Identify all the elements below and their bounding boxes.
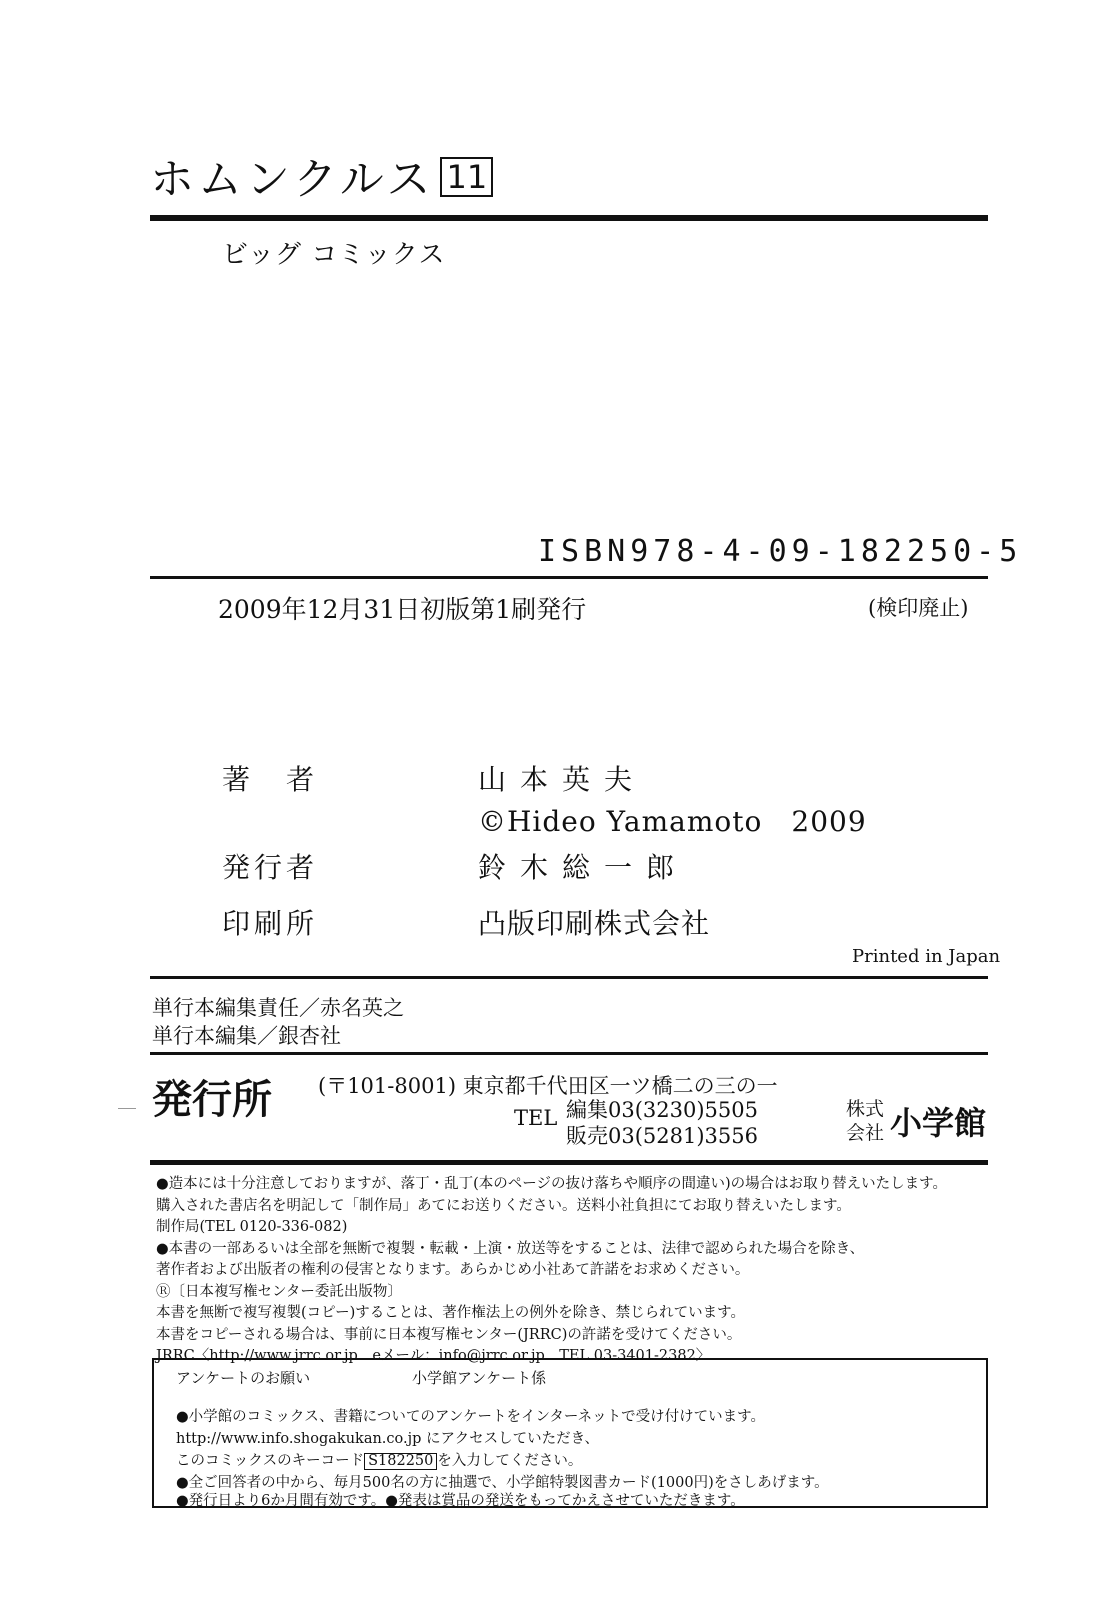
company-logo-text: 小学館 [890,1104,987,1142]
note-line: 著作者および出版者の権利の侵害となります。あらかじめ小社あて許諾をお求めください。 [156,1262,750,1278]
publisher-rule [150,1160,988,1165]
survey-title: アンケートのお願い [176,1369,311,1387]
credits-rule [150,976,988,979]
book-title [150,152,493,208]
publisher-person-name: 鈴木総一郎 [478,851,689,884]
survey-line: ●全ご回答者の中から、毎月500名の方に抽選で、小学館特製図書カード(1000円)をさしあげます。 [176,1475,829,1491]
title-rule [150,215,988,221]
survey-url: http://www.info.shogakukan.co.jp にアクセスしていただき、 [176,1431,599,1447]
survey-dept: 小学館アンケート係 [412,1369,547,1387]
printed-in: Printed in Japan [852,946,1001,967]
publishing-office-label: 発行所 [152,1077,272,1123]
note-line: 本書を無断で複写複製(コピー)することは、著作権法上の例外を除き、禁じられています。 [156,1305,745,1321]
note-line: 本書をコピーされる場合は、事前に日本複写権センター(JRRC)の許諾を受けてください。 [156,1327,742,1343]
publisher-person-label: 発行者 [222,851,319,884]
printer-label: 印刷所 [222,907,319,940]
kabushiki-bottom: 会社 [846,1122,885,1144]
author-name: 山本英夫 [478,763,647,796]
copyright: ©Hideo Yamamoto 2009 [478,805,867,838]
first-edition-date: 2009年12月31日初版第1刷発行 [218,595,587,624]
title-text: ホムンクルス [150,154,435,205]
survey-keycode-line [176,1449,582,1470]
keycode-prefix: このコミックスのキーコード [176,1453,365,1469]
keycode-box: S182250 [364,1453,437,1470]
series-name: ビッグ コミックス [222,240,446,270]
stamp-note: (検印廃止) [868,596,969,620]
keycode-suffix: を入力してください。 [437,1453,583,1469]
tel-sales: 販売03(5281)3556 [566,1124,758,1148]
editorial-rule [150,1052,988,1055]
printer-name: 凸版印刷株式会社 [478,907,711,940]
note-line: JRRC〈http://www.jrrc.or.jp eメール：info@jrrc.or.jp TEL 03-3401-2382〉 [156,1348,711,1364]
note-line: ●本書の一部あるいは全部を無断で複製・転載・上演・放送等をすることは、法律で認められた場合を除き、 [156,1241,865,1257]
editorial-company: 単行本編集／銀杏社 [152,1024,341,1048]
kabushiki-top: 株式 [846,1098,885,1120]
tel-label: TEL [514,1106,558,1130]
margin-mark [118,1108,136,1109]
note-line: 制作局(TEL 0120-336-082) [156,1219,348,1235]
survey-line: ●発行日より6か月間有効です。●発表は賞品の発送をもってかえさせていただきます。 [176,1493,745,1509]
isbn-rule [150,576,988,579]
survey-line: ●小学館のコミックス、書籍についてのアンケートをインターネットで受け付けています。 [176,1409,766,1425]
editor-in-charge: 単行本編集責任／赤名英之 [152,996,404,1020]
note-line: ●造本には十分注意しておりますが、落丁・乱丁(本のページの抜け落ちや順序の間違い)の場合はお取り替えいたします。 [156,1176,948,1192]
author-label: 著 者 [222,763,319,796]
publisher-address: (〒101-8001) 東京都千代田区一ツ橋二の三の一 [318,1074,778,1098]
note-line: 購入された書店名を明記して「制作局」あてにお送りください。送料小社負担にてお取り替えいたします。 [156,1198,851,1214]
isbn: ISBN978-4-09-182250-5 [538,534,1023,569]
tel-editorial: 編集03(3230)5505 [566,1098,758,1122]
note-line: Ⓡ〔日本複写権センター委託出版物〕 [156,1284,402,1300]
volume-number-box: 11 [440,157,493,197]
